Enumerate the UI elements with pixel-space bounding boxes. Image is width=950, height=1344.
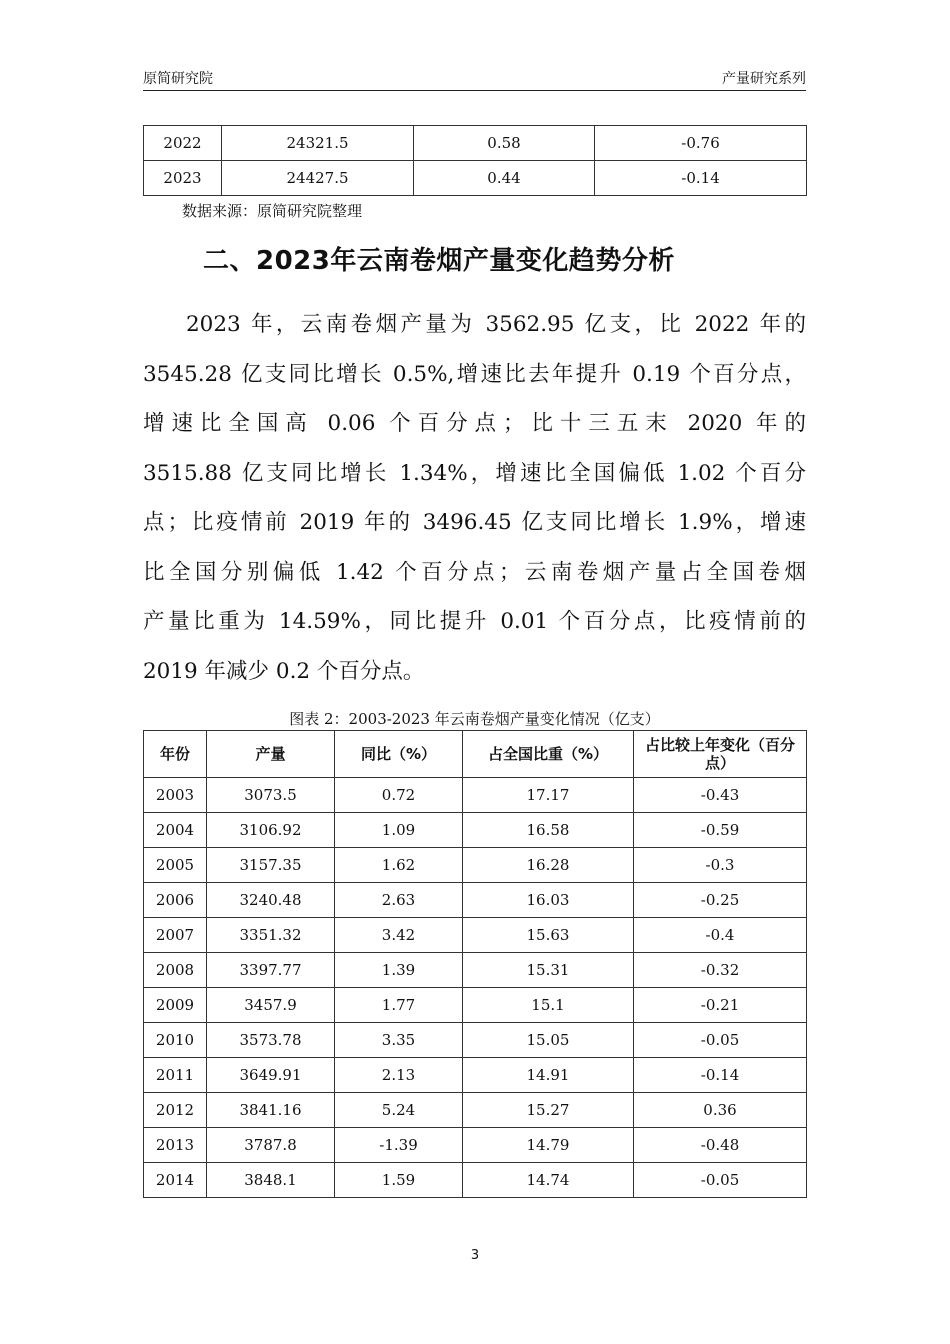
table-row xyxy=(144,1163,807,1198)
paragraph-line: 增速比全国高 0.06 个百分点；比十三五末 2020 年的 xyxy=(143,411,806,436)
table-cell: 3457.9 xyxy=(207,988,335,1023)
table-cell: 16.03 xyxy=(463,883,634,918)
table-cell: 14.91 xyxy=(463,1058,634,1093)
header-org-name: 原简研究院 xyxy=(143,71,213,87)
table-cell: -0.3 xyxy=(634,848,807,883)
table-cell: 2004 xyxy=(144,813,207,848)
table-cell: 1.09 xyxy=(335,813,463,848)
paragraph-line: 2023 年，云南卷烟产量为 3562.95 亿支，比 2022 年的 xyxy=(186,312,806,337)
table-cell: -0.59 xyxy=(634,813,807,848)
table-cell: 2009 xyxy=(144,988,207,1023)
table-cell: 3787.8 xyxy=(207,1128,335,1163)
table-cell: 24427.5 xyxy=(222,161,414,196)
table-cell: -0.32 xyxy=(634,953,807,988)
table-cell: -0.4 xyxy=(634,918,807,953)
table-cell: 15.05 xyxy=(463,1023,634,1058)
table-cell: 2011 xyxy=(144,1058,207,1093)
table-cell: 3.35 xyxy=(335,1023,463,1058)
table-cell: 0.36 xyxy=(634,1093,807,1128)
page-header xyxy=(143,66,806,91)
table-cell: 2022 xyxy=(144,126,222,161)
table-row xyxy=(144,988,807,1023)
table-header-row xyxy=(144,731,807,778)
table-cell: 3240.48 xyxy=(207,883,335,918)
table-caption: 图表 2：2003-2023 年云南卷烟产量变化情况（亿支） xyxy=(289,710,660,728)
paragraph-line: 2019 年减少 0.2 个百分点。 xyxy=(143,658,425,684)
table-cell: 3649.91 xyxy=(207,1058,335,1093)
table-cell: 2.63 xyxy=(335,883,463,918)
table-cell: 0.72 xyxy=(335,778,463,813)
table-cell: 15.31 xyxy=(463,953,634,988)
header-series-name: 产量研究系列 xyxy=(722,71,806,87)
table-cell: 3.42 xyxy=(335,918,463,953)
table-cell: 3848.1 xyxy=(207,1163,335,1198)
table-cell: 2007 xyxy=(144,918,207,953)
table-cell: 15.27 xyxy=(463,1093,634,1128)
table-cell: 3157.35 xyxy=(207,848,335,883)
table-cell: 1.62 xyxy=(335,848,463,883)
table-cell: 14.74 xyxy=(463,1163,634,1198)
table-cell: 3073.5 xyxy=(207,778,335,813)
table-cell: 2.13 xyxy=(335,1058,463,1093)
table-row xyxy=(144,1093,807,1128)
table-cell: 15.1 xyxy=(463,988,634,1023)
table-row xyxy=(144,813,807,848)
table-row xyxy=(144,918,807,953)
column-header-national-share: 占全国比重（%） xyxy=(463,731,634,778)
table-cell: 0.58 xyxy=(414,126,595,161)
table-row xyxy=(144,1023,807,1058)
table-cell: -0.21 xyxy=(634,988,807,1023)
table-row xyxy=(144,778,807,813)
table-cell: -0.05 xyxy=(634,1023,807,1058)
paragraph-line: 产量比重为 14.59%，同比提升 0.01 个百分点，比疫情前的 xyxy=(143,609,806,634)
table-cell: 2014 xyxy=(144,1163,207,1198)
paragraph-line: 比全国分别偏低 1.42 个百分点；云南卷烟产量占全国卷烟 xyxy=(143,559,806,585)
table-cell: 3397.77 xyxy=(207,953,335,988)
table-row xyxy=(144,126,807,161)
table-row xyxy=(144,161,807,196)
data-source-note: 数据来源：原简研究院整理 xyxy=(182,202,363,220)
table-cell: 2013 xyxy=(144,1128,207,1163)
column-header-year: 年份 xyxy=(144,731,207,778)
production-table-continued xyxy=(143,125,807,196)
table-cell: 14.79 xyxy=(463,1128,634,1163)
table-cell: -1.39 xyxy=(335,1128,463,1163)
table-cell: 2023 xyxy=(144,161,222,196)
paragraph-line: 3545.28 亿支同比增长 0.5%,增速比去年提升 0.19 个百分点， xyxy=(143,361,806,387)
table-cell: 2008 xyxy=(144,953,207,988)
column-header-yoy: 同比（%） xyxy=(335,731,463,778)
table-cell: 2012 xyxy=(144,1093,207,1128)
table-cell: 0.44 xyxy=(414,161,595,196)
table-cell: 15.63 xyxy=(463,918,634,953)
table-cell: 1.59 xyxy=(335,1163,463,1198)
table-cell: 2005 xyxy=(144,848,207,883)
table-cell: -0.48 xyxy=(634,1128,807,1163)
table-cell: -0.76 xyxy=(595,126,807,161)
table-row xyxy=(144,848,807,883)
table-cell: 1.77 xyxy=(335,988,463,1023)
table-cell: -0.14 xyxy=(595,161,807,196)
table-row xyxy=(144,1058,807,1093)
yunnan-production-table xyxy=(143,730,807,1198)
table-body xyxy=(144,778,807,1198)
table-cell: -0.43 xyxy=(634,778,807,813)
paragraph-line: 3515.88 亿支同比增长 1.34%，增速比全国偏低 1.02 个百分 xyxy=(143,460,806,486)
table-cell: -0.14 xyxy=(634,1058,807,1093)
page-number: 3 xyxy=(470,1248,480,1263)
table-row xyxy=(144,883,807,918)
analysis-paragraph xyxy=(143,300,806,696)
table-cell: 3351.32 xyxy=(207,918,335,953)
table-cell: 3106.92 xyxy=(207,813,335,848)
table-row xyxy=(144,953,807,988)
paragraph-line: 点；比疫情前 2019 年的 3496.45 亿支同比增长 1.9%，增速 xyxy=(143,510,806,535)
table-cell: 2003 xyxy=(144,778,207,813)
column-header-output: 产量 xyxy=(207,731,335,778)
table-cell: 2010 xyxy=(144,1023,207,1058)
table-cell: 16.58 xyxy=(463,813,634,848)
column-header-share-change: 占比较上年变化（百分点） xyxy=(634,731,807,778)
table-cell: 3841.16 xyxy=(207,1093,335,1128)
table-cell: 1.39 xyxy=(335,953,463,988)
table-cell: 2006 xyxy=(144,883,207,918)
table-cell: -0.25 xyxy=(634,883,807,918)
table-cell: -0.05 xyxy=(634,1163,807,1198)
table-cell: 5.24 xyxy=(335,1093,463,1128)
table-cell: 3573.78 xyxy=(207,1023,335,1058)
table-row xyxy=(144,1128,807,1163)
table-cell: 24321.5 xyxy=(222,126,414,161)
table-cell: 17.17 xyxy=(463,778,634,813)
table-cell: 16.28 xyxy=(463,848,634,883)
section-heading: 二、2023年云南卷烟产量变化趋势分析 xyxy=(203,246,675,276)
